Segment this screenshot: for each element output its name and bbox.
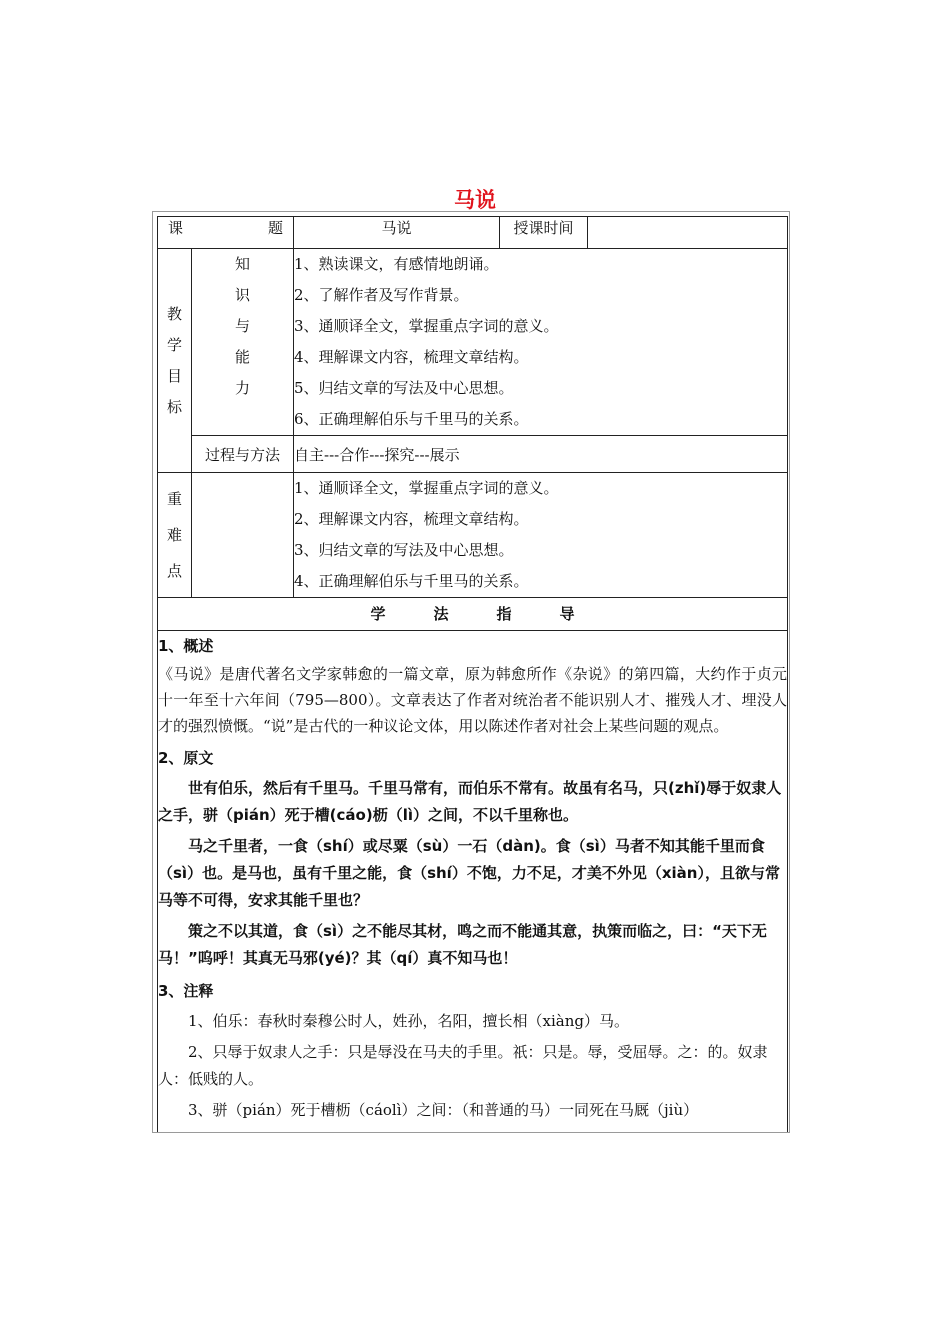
key-points-label-char: 重 <box>166 490 182 508</box>
knowledge-items-cell <box>294 249 788 436</box>
knowledge-item: 4、理解课文内容，梳理文章结构。 <box>294 348 529 366</box>
note-item: 3、骈（pián）死于槽枥（cáolì）之间：（和普通的马）一同死在马厩（jiù） <box>188 1101 699 1119</box>
goals-label-char: 学 <box>166 335 182 354</box>
time-value <box>588 217 788 249</box>
original-paragraph: 策之不以其道，食（sì）之不能尽其材，鸣之而不能通其意，执策而临之，曰：“天下无马！”呜呼！其真无马邪(yé)？其（qí）真不知马也！ <box>158 922 767 967</box>
method-title-char: 学 <box>370 605 386 623</box>
key-point-item: 1、通顺译全文，掌握重点字词的意义。 <box>294 479 559 497</box>
process-label: 过程与方法 <box>192 436 294 473</box>
method-title-char: 导 <box>559 605 575 623</box>
knowledge-label-char: 与 <box>234 317 250 335</box>
process-value: 自主---合作---探究---展示 <box>294 436 788 473</box>
key-point-item: 3、归结文章的写法及中心思想。 <box>294 541 514 559</box>
knowledge-label-char: 能 <box>234 348 250 366</box>
time-label: 授课时间 <box>500 217 588 249</box>
knowledge-item: 1、熟读课文，有感情地朗诵。 <box>294 255 499 273</box>
knowledge-row <box>158 249 788 436</box>
knowledge-item: 2、了解作者及写作背景。 <box>294 286 469 304</box>
key-points-blank-cell <box>192 473 294 598</box>
lesson-plan-frame <box>152 211 790 1133</box>
header-row <box>158 217 788 249</box>
knowledge-label-cell <box>192 249 294 436</box>
method-title-row <box>158 598 788 631</box>
key-points-row <box>158 473 788 598</box>
goals-label-cell <box>158 249 192 473</box>
knowledge-item: 5、归结文章的写法及中心思想。 <box>294 379 514 397</box>
method-body <box>158 631 788 1134</box>
knowledge-label-char: 知 <box>234 255 250 273</box>
key-points-items-cell <box>294 473 788 598</box>
method-body-row <box>158 631 788 1134</box>
method-title <box>158 598 788 631</box>
method-title-char: 指 <box>496 605 512 623</box>
knowledge-label-char: 识 <box>234 286 250 304</box>
lesson-plan-table <box>157 216 788 1133</box>
goals-label-char: 目 <box>166 366 182 385</box>
knowledge-label-char: 力 <box>234 379 250 397</box>
original-paragraph: 世有伯乐，然后有千里马。千里马常有，而伯乐不常有。故虽有名马，只(zhǐ)辱于奴隶人之手，骈（pián）死于槽(cáo)枥（lì）之间，不以千里称也。 <box>158 779 782 824</box>
notes-heading: 3、注释 <box>158 982 214 1000</box>
original-heading: 2、原文 <box>158 749 214 767</box>
overview-text: 《马说》是唐代著名文学家韩愈的一篇文章，原为韩愈所作《杂说》的第四篇，大约作于贞元十一年至十六年间（795—800）。文章表达了作者对统治者不能识别人才、摧残人才、埋没人才的强烈愤慨。“说”是古代的一种议论文体，用以陈述作者对社会上某些问题的观点。 <box>158 665 787 735</box>
overview-heading: 1、概述 <box>158 637 214 655</box>
topic-label-right: 题 <box>267 219 283 237</box>
method-title-char: 法 <box>433 605 449 623</box>
key-points-label-char: 难 <box>166 526 182 544</box>
goals-label-char: 标 <box>166 397 182 416</box>
note-item: 1、伯乐：春秋时秦穆公时人，姓孙，名阳，擅长相（xiàng）马。 <box>188 1012 630 1030</box>
key-points-label-char: 点 <box>166 562 182 580</box>
process-row <box>158 436 788 473</box>
key-points-label-cell <box>158 473 192 598</box>
knowledge-item: 3、通顺译全文，掌握重点字词的意义。 <box>294 317 559 335</box>
goals-label-char: 教 <box>166 304 182 323</box>
topic-label-cell <box>158 217 294 249</box>
knowledge-item: 6、正确理解伯乐与千里马的关系。 <box>294 410 529 428</box>
document-title: 马说 <box>454 188 496 212</box>
original-paragraph: 马之千里者，一食（shí）或尽粟（sù）一石（dàn)。食（sì）马者不知其能千里而食（sì）也。是马也，虽有千里之能，食（shí）不饱，力不足，才美不外见（xiàn），且欲与常马等不可得，安求其能千里也？ <box>158 837 780 909</box>
key-point-item: 2、理解课文内容，梳理文章结构。 <box>294 510 529 528</box>
topic-value: 马说 <box>294 217 500 249</box>
topic-label-left: 课 <box>168 219 184 237</box>
note-item: 2、只辱于奴隶人之手：只是辱没在马夫的手里。祇：只是。辱，受屈辱。之：的。奴隶人：低贱的人。 <box>158 1043 768 1088</box>
key-point-item: 4、正确理解伯乐与千里马的关系。 <box>294 572 529 590</box>
